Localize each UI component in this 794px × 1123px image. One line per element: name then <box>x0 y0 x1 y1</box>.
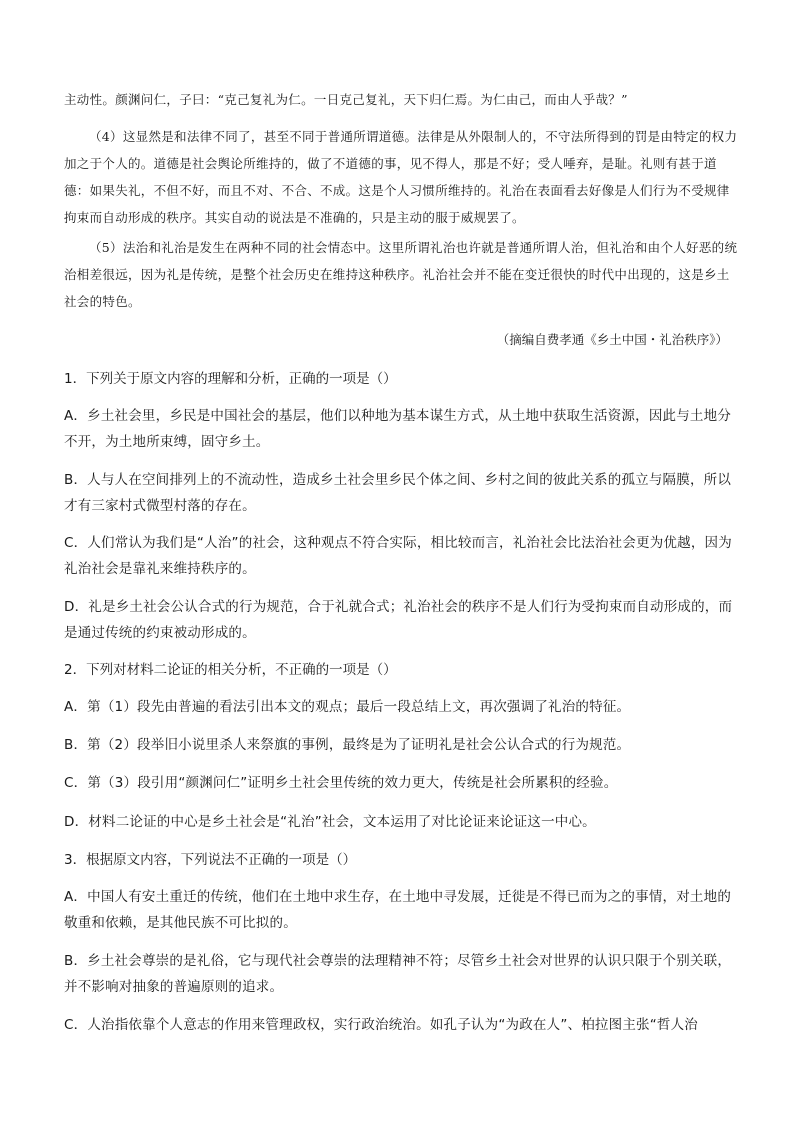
passage-paragraph-5: （5）法治和礼治是发生在两种不同的社会情态中。这里所谓礼治也许就是普通所谓人治，但礼治和由个人好恶的统治相差很远，因为礼是传统，是整个社会历史在维持这种秩序。礼治社会并不能在变迁很快的时代中出现的，这是乡土社会的特色。 <box>64 240 738 309</box>
question-2-option-c: C．第（3）段引用“颜渊问仁”证明乡土社会里传统的效力更大，传统是社会所累积的经验。 <box>64 775 618 791</box>
question-3-option-a: A．中国人有安土重迁的传统，他们在土地中求生存，在土地中寻发展，迁徙是不得已而为之的事情，对土地的敬重和依赖，是其他民族不可比拟的。 <box>64 889 732 931</box>
question-3-option-b: B．乡土社会尊崇的是礼俗，它与现代社会尊崇的法理精神不符；尽管乡土社会对世界的认识只限于个别关联，并不影响对抽象的普遍原则的追求。 <box>64 953 732 995</box>
question-1-option-c: C．人们常认为我们是“人治”的社会，这种观点不符合实际，相比较而言，礼治社会比法治社会更为优越，因为礼治社会是靠礼来维持秩序的。 <box>64 535 732 577</box>
question-1-stem: 1．下列关于原文内容的理解和分析，正确的一项是（） <box>64 371 397 387</box>
passage-paragraph-continued: 主动性。颜渊问仁，子曰：“克己复礼为仁。一日克己复礼，天下归仁焉。为仁由己，而由人乎哉？” <box>64 92 628 107</box>
passage-source: （摘编自费孝通《乡土中国・礼治秩序》） <box>496 332 728 347</box>
question-2-stem: 2．下列对材料二论证的相关分析，不正确的一项是（） <box>64 662 397 678</box>
question-2-option-b: B．第（2）段举旧小说里杀人来祭旗的事例，最终是为了证明礼是社会公认合式的行为规范。 <box>64 737 631 753</box>
question-1-option-b: B．人与人在空间排列上的不流动性，造成乡土社会里乡民个体之间、乡村之间的彼此关系的孤立与隔膜，所以才有三家村式微型村落的存在。 <box>64 472 732 514</box>
question-3-option-c: C．人治指依靠个人意志的作用来管理政权，实行政治统治。如孔子认为“为政在人”、柏拉图主张“哲人治 <box>64 1017 699 1033</box>
question-2-option-d: D．材料二论证的中心是乡土社会是“礼治”社会，文本运用了对比论证来论证这一中心。 <box>64 814 596 830</box>
question-2-option-a: A．第（1）段先由普遍的看法引出本文的观点；最后一段总结上文，再次强调了礼治的特征。 <box>64 699 631 715</box>
question-1-option-a: A．乡土社会里，乡民是中国社会的基层，他们以种地为基本谋生方式，从土地中获取生活资源，因此与土地分不开，为土地所束缚，固守乡土。 <box>64 408 732 450</box>
passage-paragraph-4: （4）这显然是和法律不同了，甚至不同于普通所谓道德。法律是从外限制人的，不守法所得到的罚是由特定的权力加之于个人的。道德是社会舆论所维持的，做了不道德的事，见不得人，那是不好；受人唾弃，是耻。礼则有甚于道德：如果失礼，不但不好，而且不对、不合、不成。这是个人习惯所维持的。礼治在表面看去好像是人们行为不受规律拘束而自动形成的秩序。其实自动的说法是不准确的，只是主动的服于威规罢了。 <box>64 129 738 225</box>
question-3-stem: 3．根据原文内容，下列说法不正确的一项是（） <box>64 852 357 868</box>
question-1-option-d: D．礼是乡土社会公认合式的行为规范，合于礼就合式；礼治社会的秩序不是人们行为受拘束而自动形成的，而是通过传统的约束被动形成的。 <box>64 599 733 641</box>
